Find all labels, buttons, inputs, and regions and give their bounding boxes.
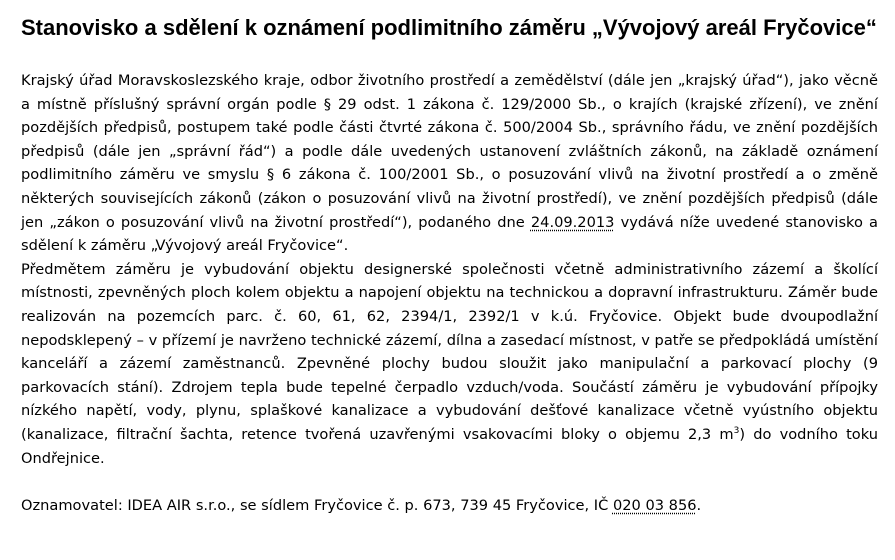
project-description-end: ) do vodního toku Ondřejnice. [21,425,878,467]
cubic-superscript: 3 [733,425,740,436]
company-id: 020 03 856 [612,497,697,515]
project-description-text: Předmětem záměru je vybudování objektu designerské společnosti včetně administrativního zázemí a školící místnosti, zpevněných ploch kolem objektu a napojení objektu na technickou a dopravní infrastrukturu. Záměr bude realizován na pozemcích parc. č. 60, 61, 62, 2394/1, 2392/1 v k.ú. Fryčovice. Objekt bude dvoupodlažní nepodsklepený – v přízemí je navrženo technické zázemí, dílna a zasedací místnost, v patře se předpokládá umístění kanceláří a zázemí zaměstnanců. Zpevněné plochy budou sloužit jako manipulační a parkovací plochy (9 parkovacích stání). Zdrojem tepla bude tepelné čerpadlo vzduch/voda. Součástí záměru je vybudování přípojky nízkého napětí, vody, plynu, splaškové kanalizace a vybudování dešťové kanalizace včetně vyústního objektu (kanalizace, filtrační šachta, retence tvořená uzavřenými vsakovacími bloky o objemu 2,3 m [21,260,878,443]
project-description-paragraph [21,258,878,470]
intro-text: Krajský úřad Moravskoslezského kraje, odbor životního prostředí a zemědělství (dále jen „krajský úřad“), jako věcně a místně příslušný správní orgán podle § 29 odst. 1 zákona č. 129/2000 Sb., o krajích (krajské zřízení), ve znění pozdějších předpisů, postupem také podle části čtvrté zákona č. 500/2004 Sb., správního řádu, ve znění pozdějších předpisů (dále jen „správní řád“) a podle dále uvedených ustanovení zvláštních zákonů, na základě oznámení podlimitního záměru ve smyslu § 6 zákona č. 100/2001 Sb., o posuzování vlivů na životní prostředí a o změně některých souvisejících zákonů (zákon o posuzování vlivů na životní prostředí), ve znění pozdějších předpisů (dále jen „zákon o posuzování vlivů na životní prostředí“), podaného dne [21,72,878,231]
notifier-line [21,494,878,518]
document-title: Stanovisko a sdělení k oznámení podlimitního záměru „Vývojový areál Fryčovice“ [21,15,877,40]
notifier-text: Oznamovatel: IDEA AIR s.r.o., se sídlem Fryčovice č. p. 673, 739 45 Fryčovice, IČ [21,497,613,515]
submission-date: 24.09.2013 [530,213,615,231]
intro-paragraph [21,69,878,258]
notifier-text-end: . [696,497,702,515]
intro-text-end: vydává níže uvedené stanovisko a sdělení k záměru „Vývojový areál Fryčovice“. [21,213,879,255]
paragraph-spacer [21,470,878,494]
document-page [21,14,878,518]
title-spacer [21,41,878,69]
